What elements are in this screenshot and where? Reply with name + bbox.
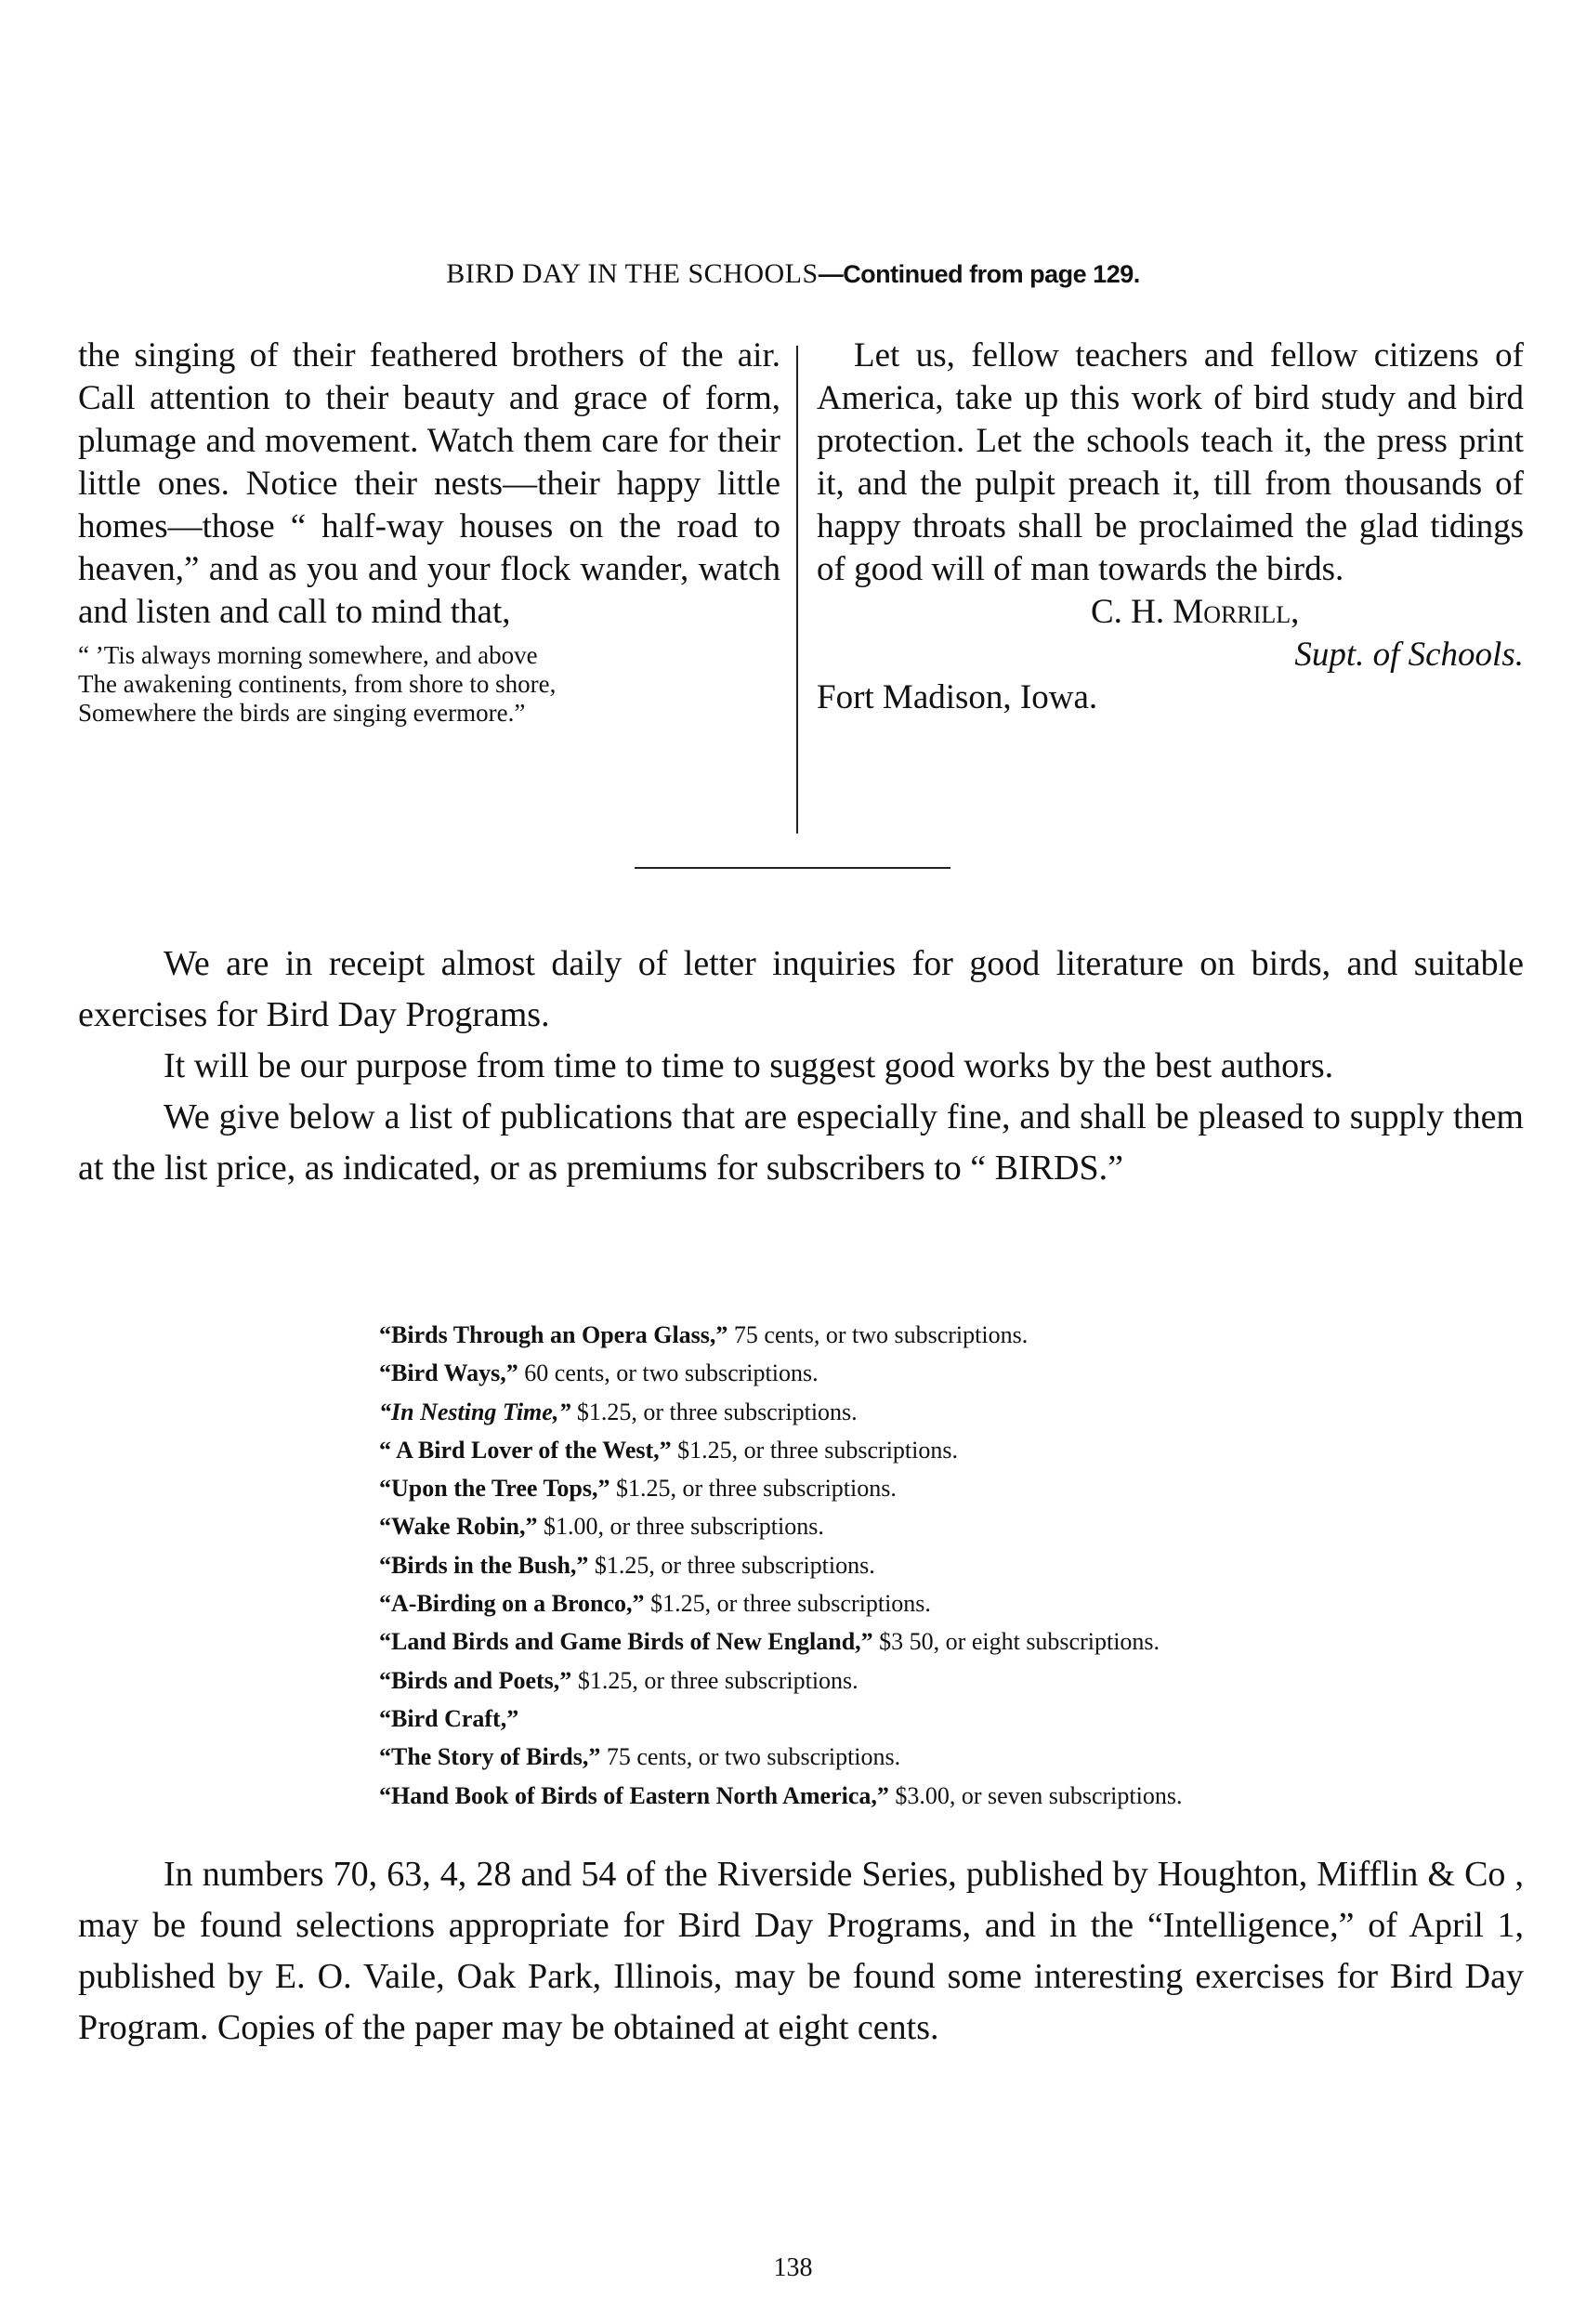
book-title: “Hand Book of Birds of Eastern North America,” <box>379 1781 889 1809</box>
poem-quote <box>78 641 780 728</box>
signature-name <box>817 591 1524 634</box>
book-title: “ A Bird Lover of the West,” <box>379 1436 672 1464</box>
intro-section <box>78 939 1524 1194</box>
book-terms: $3.00, or seven subscriptions. <box>888 1781 1183 1809</box>
poem-line: The awakening continents, from shore to shore, <box>78 670 557 698</box>
list-item <box>379 1393 1494 1431</box>
column-rule <box>796 346 798 834</box>
list-item <box>379 1622 1494 1661</box>
running-head-continuation: —Continued from page 129. <box>818 260 1140 288</box>
list-item <box>379 1584 1494 1622</box>
list-item <box>379 1661 1494 1700</box>
list-item <box>379 1700 1494 1738</box>
book-terms: $1.25, or three subscriptions. <box>570 1398 858 1425</box>
intro-paragraph: It will be our purpose from time to time to suggest good works by the best authors. <box>164 1046 1334 1085</box>
book-title: “Birds in the Bush,” <box>379 1551 589 1579</box>
signature-surname: Morrill, <box>1173 593 1300 631</box>
poem-line: “ ’Tis always morning somewhere, and above <box>78 641 538 669</box>
signature-title: Supt. of Schools. <box>1294 636 1524 674</box>
signature-initials: C. H. <box>1091 593 1165 631</box>
closing-paragraph: In numbers 70, 63, 4, 28 and 54 of the Riverside Series, published by Houghton, Mifflin & Co , may be found selections appropriate for Bird Day Programs, and in the “Intelligence,” of April 1, published by E. O. Vaile, Oak Park, Illinois, may be found some interesting exercises for Bird Day Program. Copies of the paper may be obtained at eight cents. <box>78 1855 1524 2047</box>
intro-paragraph: We give below a list of publications that are especially fine, and shall be pleased to supply them at the list price, as indicated, or as premiums for subscribers to “ BIRDS.” <box>78 1097 1524 1188</box>
running-head-title: BIRD DAY IN THE SCHOOLS <box>446 258 819 289</box>
list-item <box>379 1469 1494 1507</box>
section-divider <box>635 867 950 869</box>
book-title: “The Story of Birds,” <box>379 1743 601 1771</box>
book-title: “Land Birds and Game Birds of New England,” <box>379 1628 873 1656</box>
intro-paragraph: We are in receipt almost daily of letter inquiries for good literature on birds, and suitable exercises for Bird Day Programs. <box>78 944 1524 1034</box>
publication-list <box>379 1316 1494 1815</box>
book-title: “Upon the Tree Tops,” <box>379 1475 610 1503</box>
book-terms: 75 cents, or two subscriptions. <box>727 1321 1029 1348</box>
book-title: “Birds and Poets,” <box>379 1666 572 1694</box>
left-column <box>78 335 780 728</box>
book-terms: $1.25, or three subscriptions. <box>609 1475 897 1503</box>
book-terms: $1.25, or three subscriptions. <box>571 1666 859 1694</box>
closing-section <box>78 1849 1524 2054</box>
right-column <box>817 335 1524 719</box>
list-item <box>379 1354 1494 1392</box>
book-title: “Bird Ways,” <box>379 1359 518 1387</box>
list-item <box>379 1777 1494 1815</box>
page-number: 138 <box>773 2253 813 2282</box>
book-terms: $3 50, or eight subscriptions. <box>872 1628 1160 1656</box>
list-item <box>379 1738 1494 1776</box>
list-item <box>379 1507 1494 1545</box>
book-terms: $1.25, or three subscriptions. <box>644 1590 931 1618</box>
right-column-paragraph: Let us, fellow teachers and fellow citizens of America, take up this work of bird study and bird protection. Let the schools teach it, the press print it, and the pulpit preach it, till from thousands of happy throats shall be proclaimed the glad tidings of good will of man towards the birds. <box>817 336 1524 588</box>
book-terms: $1.25, or three subscriptions. <box>671 1436 958 1464</box>
book-terms: $1.25, or three subscriptions. <box>588 1551 875 1579</box>
poem-line: Somewhere the birds are singing evermore.” <box>78 699 526 727</box>
running-head <box>0 258 1586 290</box>
book-terms: 60 cents, or two subscriptions. <box>518 1359 819 1387</box>
book-title: “In Nesting Time,” <box>379 1398 571 1425</box>
list-item <box>379 1316 1494 1354</box>
signature-place: Fort Madison, Iowa. <box>817 678 1098 716</box>
two-column-section <box>78 335 1524 836</box>
list-item <box>379 1546 1494 1584</box>
book-terms: 75 cents, or two subscriptions. <box>600 1743 901 1771</box>
left-column-paragraph: the singing of their feathered brothers of the air. Call attention to their beauty and grace of form, plumage and movement. Watch them care for their little ones. Notice their nests—their happy little homes—those “ half-way houses on the road to heaven,” and as you and your flock wander, watch and listen and call to mind that, <box>78 336 780 631</box>
book-title: “Bird Craft,” <box>379 1704 519 1732</box>
book-title: “Wake Robin,” <box>379 1513 538 1541</box>
book-title: “A-Birding on a Bronco,” <box>379 1590 645 1618</box>
book-title: “Birds Through an Opera Glass,” <box>379 1321 728 1348</box>
list-item <box>379 1431 1494 1469</box>
book-terms: $1.00, or three subscriptions. <box>537 1513 824 1541</box>
